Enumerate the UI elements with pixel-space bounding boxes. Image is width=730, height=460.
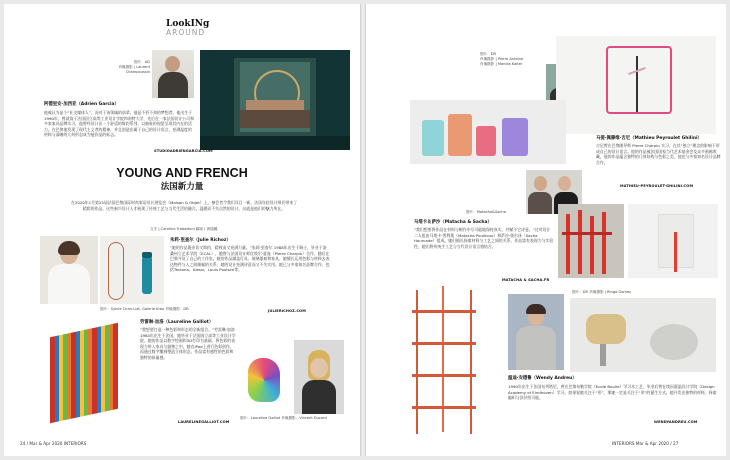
adrien-name: 阿德里安·加西亚（Adrien Garcia） [44, 102, 119, 107]
right-page [366, 4, 726, 456]
wendy-url[interactable]: WENDYANDREU.COM [654, 420, 698, 424]
julie-name: 朱莉·里查尔（Julie Richoz） [170, 238, 231, 243]
julie-product-photo [100, 236, 164, 304]
header-around: AROUND [166, 28, 206, 37]
wendy-shelf-photo [404, 286, 488, 436]
julie-body: “她的作品既亲切又简约，精致而又充满力量。”朱莉·里查尔 1988年出生于瑞士，毕业于洛桑州立艺术学院（ECAL），她曾与法国设计师皮埃尔·夏庞（Pierre Charpin）合作，随后在巴黎开设了自己的工作室。她的作品涵盖灯具、玻璃器皿和家具，她擅长运用色彩与材料去表达物件与人之间细腻的关系，她的设计充满诗意而又不失实用。她已与多家知名品牌合作，包括Tectona、Alessi、Louis Poulsen等。 [170, 245, 330, 273]
laureline-vase-photo [240, 340, 290, 414]
header-looking: LookINg [166, 19, 210, 29]
laureline-portrait [294, 340, 344, 414]
wendy-body: 1990年出生于法国布列塔尼，曾在巴黎布勒学院（Ecole Boulle）学习木工艺，毕业后曾在埃因霍温设计学院（Design Academy of Eindhoven）学习。如果说她关注于“形”，那她一定是关注于“形”的诞生方式。她开发出独特的材料，探索编织与涂层的可能。 [508, 384, 717, 401]
wendy-portrait [508, 294, 564, 370]
credit-wendy: 图片：DR 肖像摄影 | Ringo Gomez [572, 290, 632, 294]
credit-julie: 图片：Sylvie Chan-Liat, Galerie Kreo 肖像摄影：DR [100, 307, 189, 311]
title-block [4, 166, 360, 193]
matacha-chairs-photo [558, 204, 624, 278]
right-footer: INTERIORS Mar & Apr 2020 / 27 [612, 441, 679, 446]
mathieu-url[interactable]: MATHIEU-PEYROULET-GHILINI.COM [620, 184, 694, 188]
left-page [4, 4, 360, 456]
credit-matacha: 图片：Matacha&Sacha [466, 210, 506, 214]
credit-intro: 文字 | Caroline Trabattoni 翻译 | 黄瑞璐 [150, 227, 218, 231]
mathieu-body: 吉尼曾在巴黎随导师 Pierre Charpin 实习，在其“独立”理念的影响下形成自己的设计语言。他的作品被法国国家当代艺术基金会及众多画廊收藏，他的作品蕴含独特的几何结构与色彩之美，他也与多家知名设计品牌合作。 [596, 143, 721, 165]
credit-adrien: 图片：AD 肖像摄影 | Laurent Champoussin [118, 60, 150, 74]
matacha-body: “我们想要将作品在材料与制作中尽可能地保持真实，并赋予它诗意。”这对设计二人组由马塔卡·普利奥（Matacha Poullioux）和萨沙·奥尔泽（Sacha Hourcade）组成。她们擅长探索材料与工艺之间的关系，作品富有表现力与实验性，她们将传统手工艺与当代设计语言相结合。 [414, 227, 554, 249]
laureline-stool-photo [44, 320, 124, 425]
section-header [166, 20, 216, 37]
adrien-url[interactable]: STUDIOADRIENGARCIA.COM [154, 149, 213, 153]
matacha-url[interactable]: MATACHA & SACHA.FR [502, 278, 550, 282]
matacha-name: 马塔卡＆萨沙（Matacha & Sacha） [414, 220, 492, 225]
matacha-table-photo [628, 204, 718, 278]
adrien-body: 他被认为是个“社交媒体人”，而对于该领域的前辈，他是不折不扣的梦想者。他出生于1990年，曾就读于法国国立高等工业设计学院和南特大学，先后在一家法国设计公司和多家家具品牌实习，他曾经设计出一个舒适的简约系列，以抽象的视觉呈现其内在的活力。在巴黎他发现了现代主义者的精神，并且创造出属于自己的设计语言，充满温度的材料与清晰的几何形态成为他作品的标志。 [44, 110, 194, 138]
laureline-url[interactable]: LAURELINEGALLIOT.COM [178, 420, 230, 424]
adrien-portrait [152, 50, 194, 98]
mathieu-vases-photo [410, 100, 566, 164]
julie-portrait [40, 236, 98, 304]
wendy-name: 温迪·安德鲁（Wendy Andreu） [508, 376, 577, 381]
wendy-products-photo [570, 298, 716, 372]
adrien-installation-photo [200, 50, 350, 150]
mathieu-lamp-photo [556, 36, 716, 134]
julie-url[interactable]: JULIERICHOZ.COM [268, 309, 306, 313]
left-footer: 24 / Mar & Apr 2020 INTERIORS [20, 441, 87, 446]
intro-text: 在2020年1月第25届法国巴黎国际时尚家居设计展览会（Maison & Objet）上，参会者令我们耳目一新，法国年轻设计师们带来了精彩的作品。这些新兴设计人才展现了传统工艺与当代生活的融合。温暖而不失自然的设计，这就是他们的魅力所在。 [70, 200, 298, 211]
credit-laureline: 图片：Laureline Galliot 肖像摄影：Vincent Ducard [240, 416, 327, 420]
laureline-name: 劳雷琳·加洛（Laureline Galliot） [140, 320, 214, 325]
credit-mathieu: 图片：DR 肖像摄影 | Pierre Antoine 肖像摄影 | Monika Kaiter [480, 52, 524, 66]
subtitle: 法国新力量 [160, 182, 204, 192]
main-title: YOUNG AND FRENCH [116, 166, 248, 180]
laureline-body: “我想要打造一种色彩和形态的全新组合。”劳雷琳·加洛1984年出生于法国，她毕业于法国国立高等工业设计学院，她的作品以数字绘画和3D打印为基础，将色彩的表现力带入家具与器物之中。她在iPad上进行色彩创作，再通过数字雕刻塑造立体形态，作品富有感性的色彩和独特的体量感。 [140, 327, 236, 360]
mathieu-name: 马提·佩滕维·吉尼（Mathieu Peyroulet Ghilini） [596, 136, 702, 141]
